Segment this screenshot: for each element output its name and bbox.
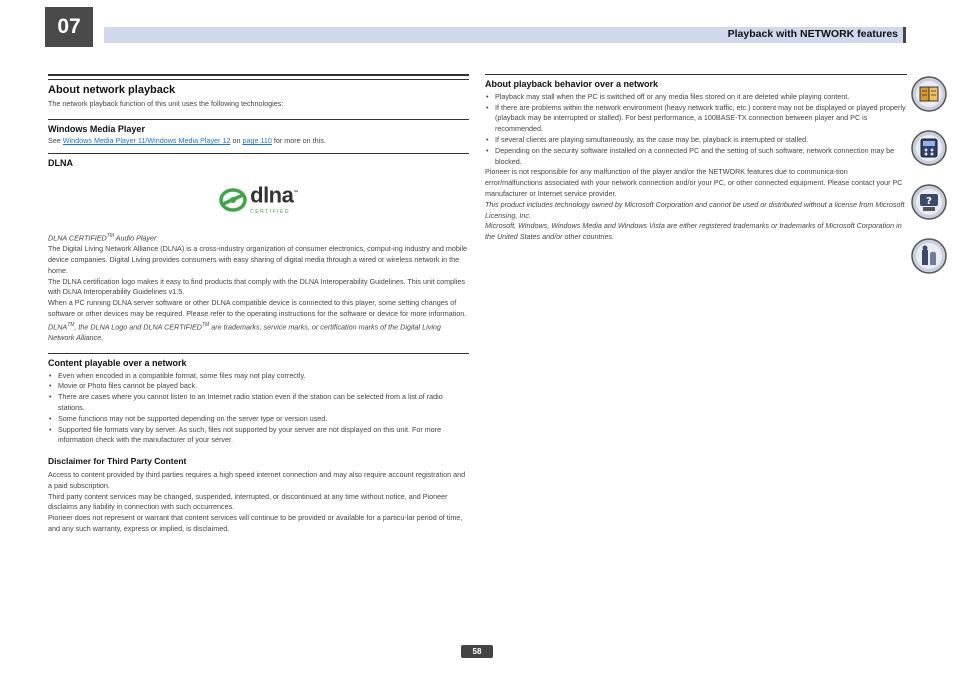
list-item: • Depending on the security software installed on a connected PC and the setting of such software, network connection may be blocked. <box>485 146 907 168</box>
section-rule <box>48 74 469 80</box>
wmp-text: See Windows Media Player 11/Windows Media Player 12 on page 110 for more on this. <box>48 136 326 146</box>
list-item: • Even when encoded in a compatible format, some files may not play correctly. <box>48 371 469 382</box>
content-list <box>48 371 469 447</box>
list-item: • If there are problems within the network environment (heavy network traffic, etc.) content may not be displayed or played properly (playback may be interrupted or stalled). For best performance, a 100BASE-TX connection between player and PC is recommended. <box>485 103 907 135</box>
svg-text:?: ? <box>926 196 932 207</box>
dlna-p1: The Digital Living Network Alliance (DLNA) is a cross-industry organization of consumer electronics, comput-ing industry and mobile device companies. Digital Living provides consumers with easy sharing of digital media through a wired or wireless network in the home. <box>48 244 468 275</box>
disclaimer-p3: Pioneer does not represent or warrant that content services will continue to be provided or available for a particu-lar period of time, and any such warranty, express or implied, is disclaimed. <box>48 513 463 533</box>
divider <box>48 353 469 354</box>
left-column <box>48 74 469 535</box>
list-item: • Playback may stall when the PC is switched off or any media files stored on it are deleted while playing content. <box>485 92 907 103</box>
microsoft-trademark-text: Microsoft, Windows, Windows Media and Windows Vista are either registered trademarks or trademarks of Microsoft Corporation in the United States and/or other countries. <box>485 221 902 242</box>
book-icon[interactable] <box>911 76 947 112</box>
microsoft-license-text: This product includes technology owned by Microsoft Corporation and cannot be used or distributed without a license from Microsoft Licensing, Inc. <box>485 199 905 220</box>
list-item: • If several clients are playing simultaneously, as the case may be, playback is interrupted or stalled. <box>485 135 907 146</box>
wmp-link[interactable]: Windows Media Player 11/Windows Media Player 12 <box>62 136 231 146</box>
dlna-logo <box>48 171 469 229</box>
section-rule <box>485 74 907 75</box>
content-heading: Content playable over a network <box>48 357 187 368</box>
divider <box>48 119 469 120</box>
header-bar-end <box>903 27 906 43</box>
page-number: 58 <box>461 645 493 658</box>
behavior-heading: About playback behavior over a network <box>485 79 659 89</box>
wmp-heading: Windows Media Player <box>48 123 145 134</box>
dlna-heading: DLNA <box>48 158 73 169</box>
header-bar <box>104 27 906 43</box>
intro-text: The network playback function of this unit uses the following technologies: <box>48 98 284 108</box>
list-item: • There are cases where you cannot listen to an Internet radio station even if the station can be selected from a list of radio stations. <box>48 392 469 414</box>
responsibility-text: Pioneer is not responsible for any malfunction of the player and/or the NETWORK features due to communica-tion error/malfunctions associated with your network connection and/or your PC, or other connected equipment. Please contact your PC manufacturer or Internet service provider. <box>485 167 903 198</box>
tools-icon[interactable] <box>911 238 947 274</box>
dlna-p2: The DLNA certification logo makes it easy to find products that comply with the DLNA Interoperability Guidelines. This unit complies with DLNA Interoperability Guidelines v1.5. <box>48 276 465 297</box>
dlna-swoosh-icon <box>219 187 247 213</box>
dlna-p3: When a PC running DLNA server software or other DLNA compatible device is connected to this player, some setting changes of software or other devices may be required. Please refer to the operating instructions for the software or device for more information. <box>48 298 467 318</box>
faq-icon[interactable] <box>911 184 947 220</box>
list-item: • Supported file formats vary by server. As such, files not supported by your server are not displayed on this unit. For more information check with the manufacturer of your server. <box>48 425 469 447</box>
dlna-caption: DLNA CERTIFIED™ Audio Player <box>48 232 157 243</box>
behavior-list <box>485 92 907 168</box>
remote-icon[interactable] <box>911 130 947 166</box>
disclaimer-p1: Access to content provided by third parties requires a high speed internet connection and may also require account registration and a paid subscription. <box>48 469 466 490</box>
list-item: • Some functions may not be supported depending on the server type or version used. <box>48 414 469 425</box>
right-column <box>485 74 907 243</box>
disclaimer-p2: Third party content services may be changed, suspended, interrupted, or discontinued at any time without notice, and Pioneer disclaims any liability in connection with such occurrences. <box>48 491 448 512</box>
list-item: • Movie or Photo files cannot be played back. <box>48 381 469 392</box>
dlna-logo-sub: CERTIFIED <box>250 209 290 216</box>
page-link[interactable]: page 110 <box>242 136 272 146</box>
dlna-logo-word: dlna™ <box>250 182 298 208</box>
divider <box>48 153 469 154</box>
section-title: About network playback <box>48 84 176 96</box>
header-title: Playback with NETWORK features <box>727 28 898 40</box>
disclaimer-heading: Disclaimer for Third Party Content <box>48 456 187 467</box>
dlna-trademark: DLNA™, the DLNA Logo and DLNA CERTIFIED™ are trademarks, service marks, or certification marks of the Digital Living Network Alliance. <box>48 321 441 342</box>
chapter-number: 07 <box>45 7 93 47</box>
